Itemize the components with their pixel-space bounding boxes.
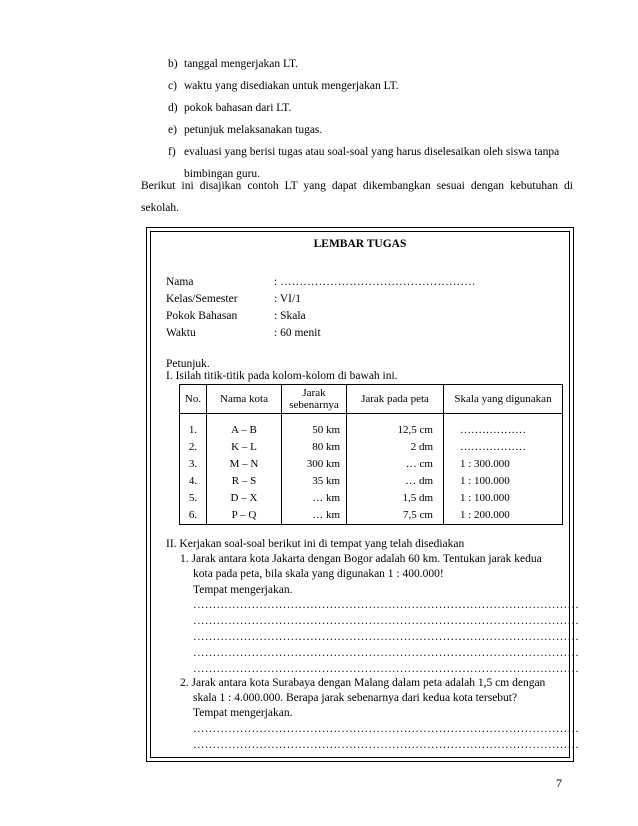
header-jarak-peta: Jarak pada peta (347, 385, 444, 414)
info-label-pokok: Pokok Bahasan (166, 310, 238, 322)
list-marker: b) (168, 58, 178, 70)
cell-nama-kota: A – B K – L M – N R – S D – X P – Q (207, 414, 282, 525)
header-skala: Skala yang digunakan (444, 385, 563, 414)
answer-line: ……………………………………………………………………………………… (193, 615, 580, 627)
page-number: 7 (556, 776, 562, 790)
section-two-heading: II. Kerjakan soal-soal berikut ini di tempat yang telah disediakan (166, 538, 465, 550)
cell-no: 1. 2. 3. 4. 5. 6. (180, 414, 207, 525)
question-two-line2: skala 1 : 4.000.000. Berapa jarak sebenarnya dari kedua kota tersebut? (193, 692, 518, 704)
list-text: tanggal mengerjakan LT. (184, 58, 299, 70)
header-nama-kota: Nama kota (207, 385, 282, 414)
answer-line: ……………………………………………………………………………………… (193, 647, 580, 659)
list-text: evaluasi yang berisi tugas atau soal-soal yang harus diselesaikan oleh siswa tanpa (184, 146, 560, 158)
header-jarak-sebenarnya: Jarak sebenarnya (282, 385, 347, 414)
list-marker: e) (168, 124, 177, 136)
info-label-nama: Nama (166, 276, 194, 288)
scale-table (179, 384, 563, 525)
cell-skala: ……………… ……………… 1 : 300.000 1 : 100.000 1 : 100.000 1 : 200.000 (444, 414, 563, 525)
info-label-waktu: Waktu (166, 327, 196, 339)
cell-jarak-peta: 12,5 cm 2 dm … cm … dm 1,5 dm 7,5 cm (347, 414, 444, 525)
intro-paragraph: Berikut ini disajikan contoh LT yang dapat dikembangkan sesuai dengan kebutuhan di sekolah. (141, 180, 573, 214)
info-value-pokok: : Skala (274, 310, 306, 322)
workspace-label: Tempat mengerjakan. (193, 584, 293, 596)
question-one-line1: 1. Jarak antara kota Jakarta dengan Bogor adalah 60 km. Tentukan jarak kedua (180, 553, 542, 565)
list-text: petunjuk melaksanakan tugas. (184, 124, 323, 136)
list-marker: d) (168, 102, 178, 114)
info-label-kelas: Kelas/Semester (166, 293, 238, 305)
list-text: bimbingan guru. (184, 168, 261, 180)
list-text: waktu yang disediakan untuk mengerjakan LT. (184, 80, 399, 92)
header-no: No. (180, 385, 207, 414)
instructions-heading: Petunjuk. (166, 358, 210, 370)
cell-jarak-sebenarnya: 50 km 80 km 300 km 35 km … km … km (282, 414, 347, 525)
answer-line: ……………………………………………………………………………………… (193, 663, 580, 675)
question-one-line2: kota pada peta, bila skala yang digunakan 1 : 400.000! (193, 568, 444, 580)
info-value-waktu: : 60 menit (274, 327, 321, 339)
answer-line: ……………………………………………………………………………………… (193, 723, 580, 735)
info-value-kelas: : VI/1 (274, 293, 301, 305)
worksheet-title: LEMBAR TUGAS (313, 238, 407, 250)
info-value-nama: : …………………………………………… (274, 276, 476, 288)
list-marker: f) (168, 146, 176, 158)
answer-line: ……………………………………………………………………………………… (193, 739, 580, 751)
list-text: pokok bahasan dari LT. (184, 102, 292, 114)
answer-line: ……………………………………………………………………………………… (193, 631, 580, 643)
question-two-line1: 2. Jarak antara kota Surabaya dengan Malang dalam peta adalah 1,5 cm dengan (180, 677, 546, 689)
workspace-label: Tempat mengerjakan. (193, 707, 293, 719)
answer-line: ……………………………………………………………………………………… (193, 599, 580, 611)
table-row (180, 414, 563, 525)
list-marker: c) (168, 80, 177, 92)
table-header-row (180, 385, 563, 414)
section-one-heading: I. Isilah titik-titik pada kolom-kolom di bawah ini. (166, 370, 398, 382)
